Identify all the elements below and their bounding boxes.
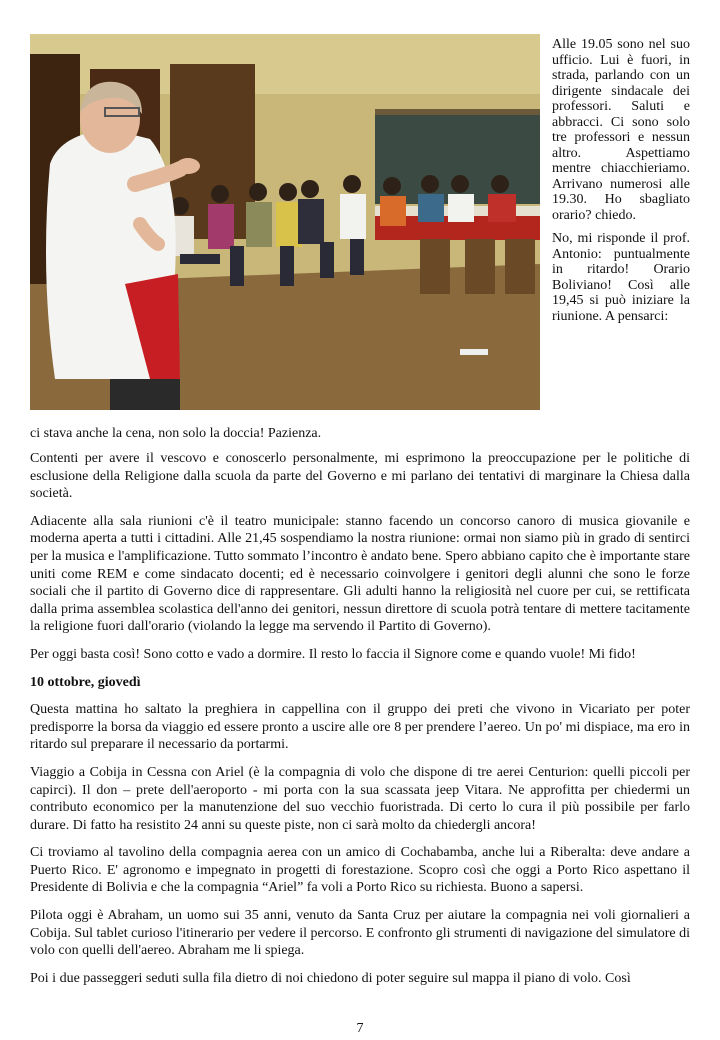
side-paragraph: No, mi risponde il prof. Antonio: puntualmente in ritardo! Orario Boliviano! Così alle 19,45 si può iniziare la riunione. A pensarci: [552, 231, 690, 324]
page-number: 7 [356, 1021, 364, 1036]
paragraph: Per oggi basta così! Sono cotto e vado a dormire. Il resto lo faccia il Signore come e quando vuole! Mi fido! [30, 646, 636, 662]
continuation-line: ci stava anche la cena, non solo la doccia! Pazienza. [30, 426, 322, 441]
paragraph: Ci troviamo al tavolino della compagnia aerea con un amico di Cochabamba, anche lui a Riberalta: deve andare a Puerto Rico. E' agronomo e impegnato in progetti di forestazione. Scopro così che oggi a Porto Rico aspettano il Presidente di Bolivia e che la compagnia “Ariel” fa voli a Porto Rico su richiesta. Buono a sapersi. [30, 845, 690, 896]
paragraph: Poi i due passeggeri seduti sulla fila dietro di noi chiedono di poter seguire sul mappa il piano di volo. Così [30, 970, 631, 986]
paragraph: Pilota oggi è Abraham, un uomo sui 35 anni, venuto da Santa Cruz per aiutare la compagnia nei voli giornalieri a Cobija. Sul tablet curioso l'itinerario per vedere il percorso. E confronto gli strumenti di navigazione del simulatore di volo con quelli dell'aereo. Abraham me li spiega. [30, 908, 690, 959]
paragraph: Questa mattina ho saltato la preghiera in cappellina con il gruppo dei preti che vivono in Vicariato per poter predisporre la borsa da viaggio ed essere pronto a uscire alle ore 8 per prendere l’aereo. Un po' mi dispiace, ma ero in ritardo sul preparare il necessario da portarmi. [30, 702, 690, 753]
body-text [30, 450, 690, 997]
date-heading: 10 ottobre, giovedì [30, 674, 141, 690]
meeting-photo [30, 34, 540, 410]
paragraph: Viaggio a Cobija in Cessna con Ariel (è la compagnia di volo che dispone di tre aerei Centurion: quelli piccoli per capirci). Il don – prete dell'aeroporto - mi porta con la sua scassata jeep Vitara. Ne approfitta per chiedermi un contributo economico per la manutenzione del suo vecchio fuoristrada. Di certo lo cura il più possibile per farlo durare. Di fatto ha resistito 24 anni su queste piste, non ci sarà molto da chiedergli ancora! [30, 764, 690, 833]
side-paragraph: Alle 19.05 sono nel suo ufficio. Lui è fuori, in strada, parlando con un dirigente sindacale dei professori. Saluti e abbracci. Ci sono solo tre professori e nessun altro. Aspettiamo mentre chiacchieriamo. Arrivano numerosi alle 19.30. Ho sbagliato orario? chiedo. [552, 37, 690, 223]
paragraph: Adiacente alla sala riunioni c'è il teatro municipale: stanno facendo un concorso canoro di musica giovanile e moderna aperta a tutti i cittadini. Alle 21,45 sospendiamo la nostra riunione: ormai non siamo più in grado di sentirci per la musica e l'amplificazione. Tutto sommato l’incontro è andato bene. Spero abbiano capito che è importante stare uniti come REM e come sindacato docenti; ed è necessario coinvolgere i genitori degli alunni che sono le forze sociali che il partito di Governo dice di rappresentare. Gli adulti hanno la religiosità nel cuore per cui, se rettificata dalla prima assemblea scolastica dell'anno dei genitori, nessun direttore di scuola potrà tentare di mettere tacitamente la religione fuori dall'orario (violando la legge ma servendo il Partito di Governo). [30, 513, 690, 635]
side-column [552, 37, 690, 332]
paragraph: Contenti per avere il vescovo e conoscerlo personalmente, mi esprimono la preoccupazione per le politiche di esclusione della Religione dalla scuola da parte del Governo e mi parlano dei tentativi di marginare la Chiesa dalla società. [30, 451, 690, 502]
